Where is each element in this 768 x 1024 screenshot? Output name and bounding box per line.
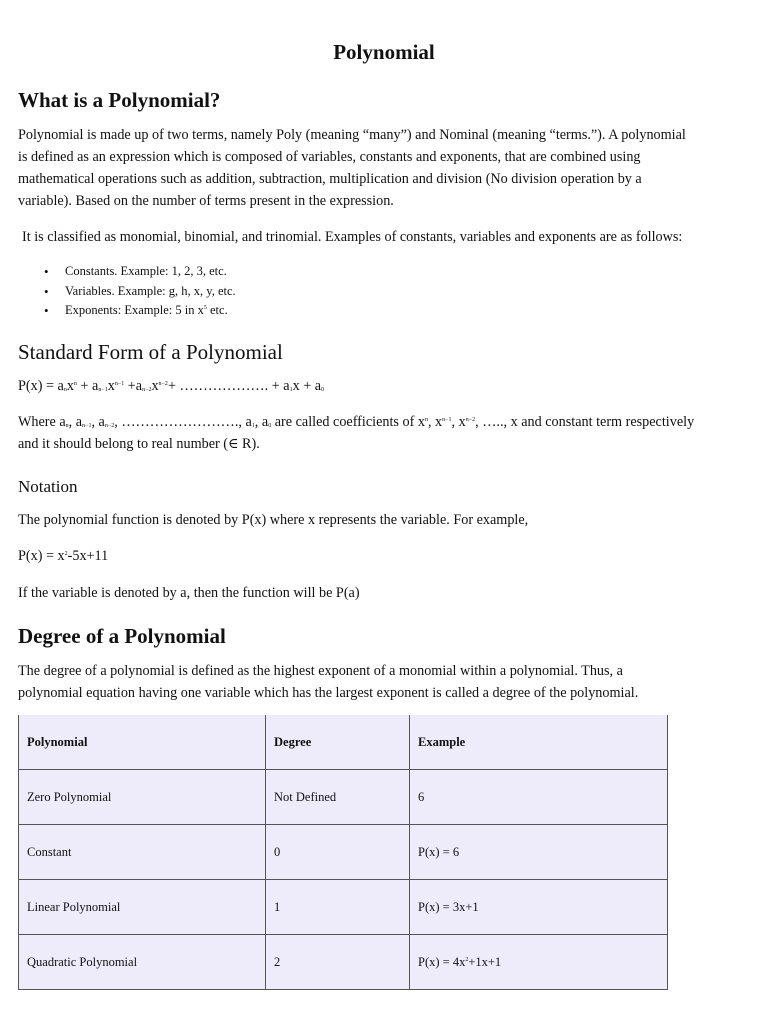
notation-variable-paragraph: If the variable is denoted by a, then the function will be P(a) bbox=[18, 585, 360, 601]
coefficients-line-1: Where $a_n$, $a_{n-1}$, $a_{n-2}$, ……………………., $a_1$, $a_0$ are called coefficients of $x^n$, $x^{n-1}$, $x^{n-2}$, ….., x and constant term respectively bbox=[18, 414, 695, 430]
cell-degree: 2 bbox=[266, 935, 410, 990]
cell-polynomial: Constant bbox=[19, 825, 266, 880]
intro-line-4: variable). Based on the number of terms present in the expression. bbox=[18, 193, 394, 209]
header-example: Example bbox=[410, 715, 668, 770]
heading-what-is-polynomial: What is a Polynomial? bbox=[18, 88, 221, 112]
classification-paragraph: It is classified as monomial, binomial, and trinomial. Examples of constants, variables and exponents are as follows: bbox=[22, 229, 683, 245]
heading-standard-form: Standard Form of a Polynomial bbox=[18, 340, 283, 364]
notation-paragraph: The polynomial function is denoted by P(x) where x represents the variable. For example, bbox=[18, 512, 529, 528]
heading-notation: Notation bbox=[18, 477, 78, 496]
heading-degree: Degree of a Polynomial bbox=[18, 624, 226, 648]
table-row bbox=[19, 825, 668, 880]
header-polynomial: Polynomial bbox=[19, 715, 266, 770]
standard-form-formula: $P(x) = a_nx^n + a_{n-1}x^{n-1} +a_{n-2}x^{n-2}+$ ………………. + $a_1x + a_0$ bbox=[18, 378, 325, 394]
header-degree: Degree bbox=[266, 715, 410, 770]
notation-example: $P(x) = x^2-5x+11$ bbox=[18, 548, 109, 564]
degree-paragraph bbox=[18, 660, 754, 704]
degree-line-1: The degree of a polynomial is defined as the highest exponent of a monomial within a polynomial. Thus, a bbox=[18, 663, 623, 679]
list-item-exponents: • Exponents: Example: 5 in $x^5$ etc. bbox=[44, 301, 236, 321]
cell-polynomial: Linear Polynomial bbox=[19, 880, 266, 935]
cell-example: 6 bbox=[410, 770, 668, 825]
coefficients-line-2: and it should belong to real number (∈ R). bbox=[18, 436, 260, 452]
list-item-variables: • Variables. Example: g, h, x, y, etc. bbox=[44, 282, 236, 302]
cell-polynomial: Quadratic Polynomial bbox=[19, 935, 266, 990]
cell-degree: Not Defined bbox=[266, 770, 410, 825]
cell-polynomial: Zero Polynomial bbox=[19, 770, 266, 825]
cell-example: $P(x) = 4x^2+1x+1$ bbox=[410, 935, 668, 990]
degree-table bbox=[18, 715, 668, 990]
cell-degree: 0 bbox=[266, 825, 410, 880]
cell-example: P(x) = 6 bbox=[410, 825, 668, 880]
intro-line-3: mathematical operations such as addition, subtraction, multiplication and division (No division operation by a bbox=[18, 171, 642, 187]
table-row bbox=[19, 935, 668, 990]
degree-line-2: polynomial equation having one variable which has the largest exponent is called a degree of the polynomial. bbox=[18, 685, 639, 701]
table-row bbox=[19, 880, 668, 935]
list-item-constants: • Constants. Example: 1, 2, 3, etc. bbox=[44, 262, 236, 282]
intro-line-2: is defined as an expression which is composed of variables, constants and exponents, that are combined using bbox=[18, 149, 641, 165]
table-header-row bbox=[19, 715, 668, 770]
intro-line-1: Polynomial is made up of two terms, namely Poly (meaning “many”) and Nominal (meaning “terms.”). A polynomial bbox=[18, 127, 686, 143]
intro-paragraph bbox=[18, 124, 754, 212]
coefficients-paragraph bbox=[18, 411, 754, 455]
cell-degree: 1 bbox=[266, 880, 410, 935]
document-title: Polynomial bbox=[333, 40, 435, 64]
table-row bbox=[19, 770, 668, 825]
examples-list bbox=[44, 262, 236, 321]
cell-example: P(x) = 3x+1 bbox=[410, 880, 668, 935]
